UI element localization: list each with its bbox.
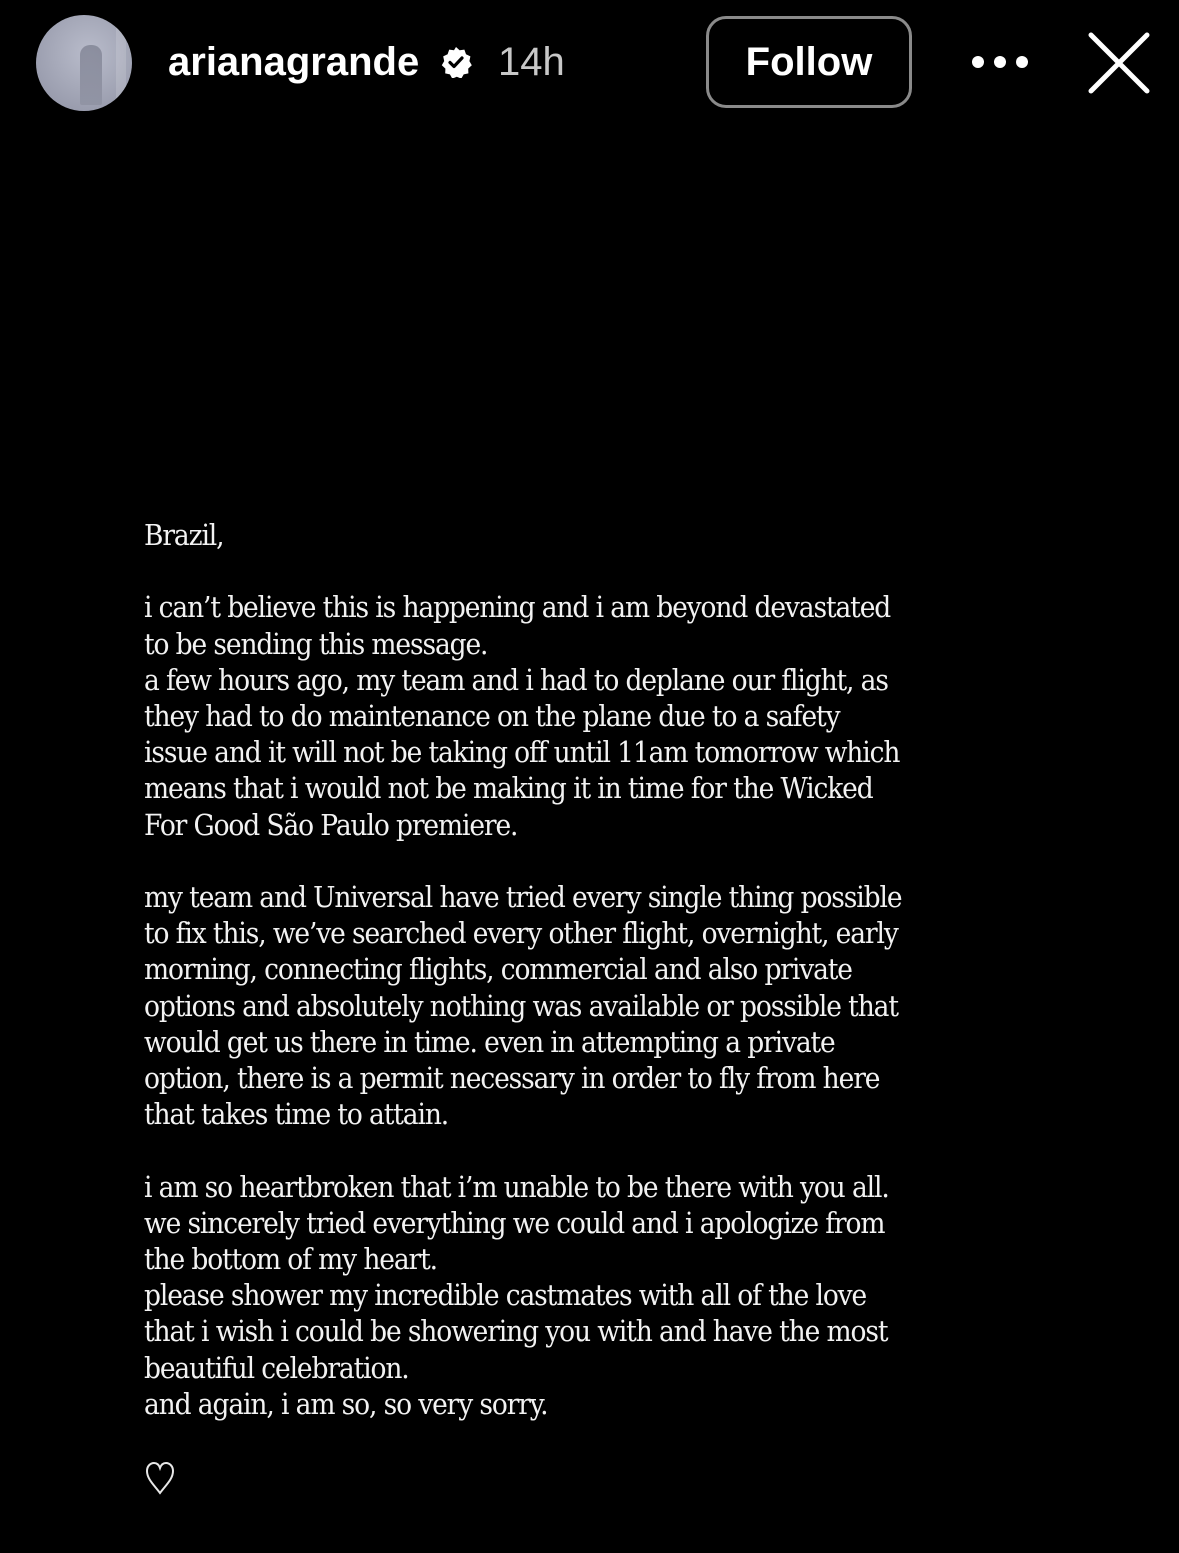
- letter-line: to fix this, we’ve searched every other flight, overnight, early: [144, 917, 898, 951]
- letter-line: issue and it will not be taking off until 11am tomorrow which: [144, 736, 900, 770]
- letter-line: i can’t believe this is happening and i am beyond devastated: [144, 591, 891, 625]
- avatar-image-detail: [116, 15, 126, 111]
- avatar-image-figure: [80, 45, 102, 105]
- paragraph-gap: [144, 844, 944, 880]
- letter-line: option, there is a permit necessary in order to fly from here: [144, 1062, 880, 1096]
- more-dot-icon: [972, 56, 984, 68]
- close-icon[interactable]: [1084, 28, 1154, 98]
- letter-line: the bottom of my heart.: [144, 1243, 437, 1277]
- letter-line: that takes time to attain.: [144, 1098, 449, 1132]
- story-letter-text: [144, 518, 944, 1423]
- more-dot-icon: [1016, 56, 1028, 68]
- post-time: 14h: [498, 40, 565, 84]
- letter-line: my team and Universal have tried every single thing possible: [144, 881, 902, 914]
- letter-line: morning, connecting flights, commercial and also private: [144, 953, 852, 987]
- letter-line: i am so heartbroken that i’m unable to be there with you all.: [144, 1170, 889, 1204]
- follow-button[interactable]: Follow: [706, 16, 912, 108]
- paragraph-gap: [144, 1133, 944, 1169]
- letter-line: they had to do maintenance on the plane due to a safety: [144, 700, 840, 733]
- letter-line: beautiful celebration.: [144, 1351, 409, 1385]
- story-header: [0, 0, 1179, 130]
- letter-line: to be sending this message.: [144, 627, 488, 661]
- username[interactable]: arianagrande: [168, 40, 420, 84]
- more-options-button[interactable]: [970, 44, 1030, 80]
- letter-line: options and absolutely nothing was available or possible that: [144, 989, 898, 1023]
- letter-line: we sincerely tried everything we could and i apologize from: [144, 1206, 885, 1240]
- letter-line: a few hours ago, my team and i had to deplane our flight, as: [144, 663, 888, 697]
- avatar[interactable]: [36, 15, 132, 111]
- heart-outline-icon: [144, 1460, 176, 1496]
- letter-line: means that i would not be making it in time for the Wicked: [144, 772, 873, 806]
- letter-line: and again, i am so, so very sorry.: [144, 1387, 548, 1421]
- verified-badge-icon: [440, 46, 472, 78]
- letter-line: would get us there in time. even in attempting a private: [144, 1025, 835, 1059]
- more-dot-icon: [994, 56, 1006, 68]
- letter-line: that i wish i could be showering you with and have the most: [144, 1315, 888, 1349]
- letter-line: please shower my incredible castmates with all of the love: [144, 1279, 867, 1313]
- letter-line: For Good São Paulo premiere.: [144, 808, 518, 842]
- paragraph-gap: [144, 554, 944, 590]
- letter-line: Brazil,: [144, 519, 224, 552]
